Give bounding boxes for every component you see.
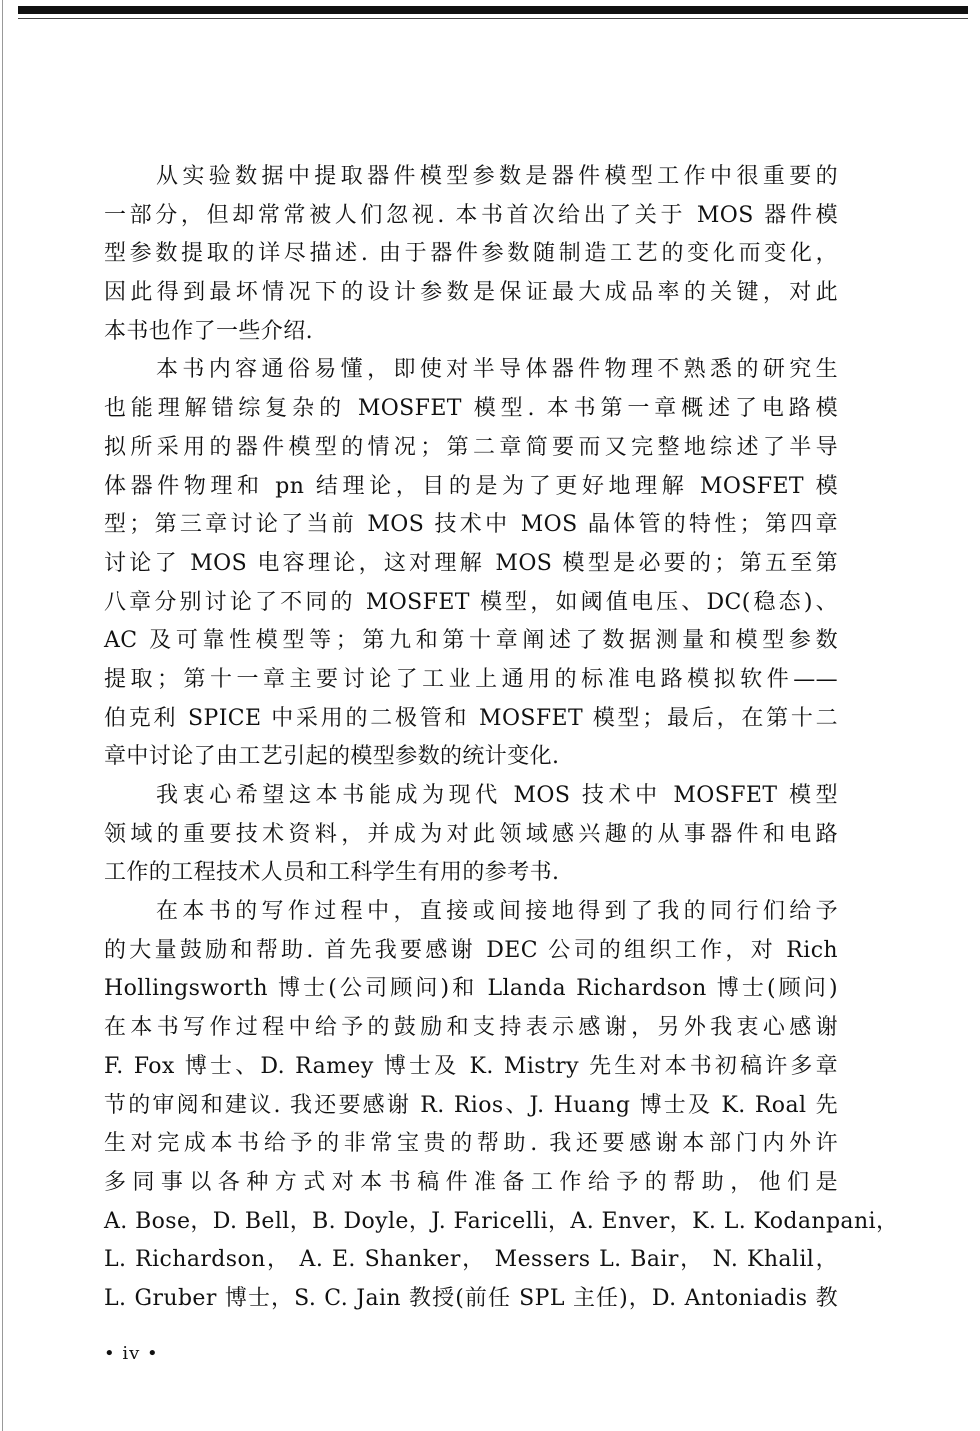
text-line: 我衷心希望这本书能成为现代 MOS 技术中 MOSFET 模型	[156, 783, 838, 808]
paragraph-2	[104, 351, 838, 777]
text-line: 生对完成本书给予的非常宝贵的帮助. 我还要感谢本部门内外许	[104, 1131, 838, 1157]
text-line: 章中讨论了由工艺引起的模型参数的统计变化.	[104, 744, 560, 770]
text-line: L. Richardson， A. E. Shanker， Messers L. Bair， N. Khalil，	[104, 1247, 838, 1273]
text-line: 多同事以各种方式对本书稿件准备工作给予的帮助，他们是	[104, 1169, 838, 1195]
page-number: • iv •	[104, 1343, 159, 1364]
text-line: 从实验数据中提取器件模型参数是器件模型工作中很重要的	[156, 164, 838, 189]
text-line: 领域的重要技术资料，并成为对此领域感兴趣的从事器件和电路	[104, 821, 838, 847]
text-line: F. Fox 博士、D. Ramey 博士及 K. Mistry 先生对本书初稿许多章	[104, 1053, 838, 1079]
top-border-rule	[18, 6, 968, 14]
preface-body	[104, 158, 899, 1319]
text-line: 本书也作了一些介绍.	[104, 318, 313, 344]
text-line: 一部分，但却常常被人们忽视. 本书首次给出了关于 MOS 器件模	[104, 202, 838, 228]
text-line: 型；第三章讨论了当前 MOS 技术中 MOS 晶体管的特性；第四章	[104, 512, 838, 538]
text-line: 节的审阅和建议. 我还要感谢 R. Rios、J. Huang 博士及 K. Roal 先	[104, 1092, 838, 1118]
text-line: 八章分别讨论了不同的 MOSFET 模型，如阈值电压、DC(稳态)、	[104, 589, 838, 615]
text-line: 的大量鼓励和帮助. 首先我要感谢 DEC 公司的组织工作，对 Rich	[104, 937, 838, 963]
text-line: 工作的工程技术人员和工科学生有用的参考书.	[104, 860, 560, 886]
text-line: AC 及可靠性模型等；第九和第十章阐述了数据测量和模型参数	[104, 628, 838, 654]
text-line: 也能理解错综复杂的 MOSFET 模型. 本书第一章概述了电路模	[104, 396, 838, 422]
text-line: 型参数提取的详尽描述. 由于器件参数随制造工艺的变化而变化，	[104, 241, 838, 267]
text-line: 伯克利 SPICE 中采用的二极管和 MOSFET 模型；最后，在第十二	[104, 705, 838, 731]
text-line: L. Gruber 博士，S. C. Jain 教授(前任 SPL 主任)，D. Antoniadis 教	[104, 1285, 838, 1311]
text-line: 在本书的写作过程中，直接或间接地得到了我的同行们给予	[156, 899, 838, 925]
text-line: 因此得到最坏情况下的设计参数是保证最大成品率的关键，对此	[104, 280, 838, 306]
text-line: 提取；第十一章主要讨论了工业上通用的标准电路模拟软件——	[104, 666, 838, 692]
top-border-thin-rule	[18, 18, 968, 19]
text-line: 本书内容通俗易懂，即使对半导体器件物理不熟悉的研究生	[156, 357, 838, 383]
text-line: Hollingsworth 博士(公司顾问)和 Llanda Richardson 博士(顾问)	[104, 976, 838, 1002]
paragraph-4	[104, 893, 899, 1319]
paragraph-3	[104, 777, 838, 893]
text-line: A. Bose，D. Bell，B. Doyle，J. Faricelli，A. Enver，K. L. Kodanpani，	[104, 1208, 899, 1234]
text-line: 体器件物理和 pn 结理论，目的是为了更好地理解 MOSFET 模	[104, 473, 838, 499]
paragraph-1	[104, 158, 838, 351]
text-line: 在本书写作过程中给予的鼓励和支持表示感谢，另外我衷心感谢	[104, 1015, 838, 1041]
scan-left-edge	[2, 0, 3, 1431]
text-line: 讨论了 MOS 电容理论，这对理解 MOS 模型是必要的；第五至第	[104, 550, 838, 576]
text-line: 拟所采用的器件模型的情况；第二章简要而又完整地综述了半导	[104, 434, 838, 460]
